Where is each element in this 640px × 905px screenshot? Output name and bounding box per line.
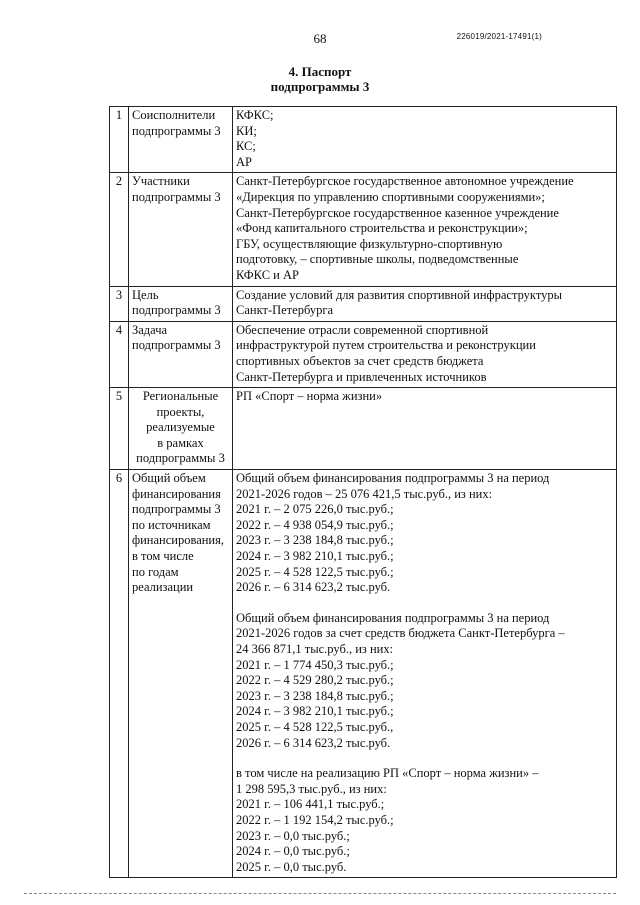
text-line: 2026 г. – 6 314 623,2 тыс.руб. xyxy=(236,735,391,750)
text-line: 2022 г. – 4 529 280,2 тыс.руб.; xyxy=(236,673,394,688)
text-line: 2025 г. – 4 528 122,5 тыс.руб.; xyxy=(236,564,394,579)
paragraph-gap xyxy=(236,596,613,611)
text-line: Общий объем xyxy=(132,471,206,486)
row-number: 2 xyxy=(110,173,129,286)
text-line: финансирования xyxy=(132,486,221,501)
text-line: в рамках xyxy=(157,435,204,450)
text-line: в том числе на реализацию РП «Спорт – норма жизни» – xyxy=(236,766,539,781)
text-line: 2021 г. – 106 441,1 тыс.руб.; xyxy=(236,797,385,812)
text-line: 2023 г. – 0,0 тыс.руб.; xyxy=(236,828,350,843)
text-line: Региональные xyxy=(142,389,219,404)
text-line: Цель xyxy=(132,287,159,302)
text-line: 2022 г. – 1 192 154,2 тыс.руб.; xyxy=(236,812,394,827)
text-line: по источникам xyxy=(132,517,211,532)
text-line: 2021 г. – 1 774 450,3 тыс.руб.; xyxy=(236,657,394,672)
text-line: подпрограммы 3 xyxy=(132,189,221,204)
text-line: «Дирекция по управлению спортивными сооружениями»; xyxy=(236,189,545,204)
financing-project-block xyxy=(236,766,613,875)
text-line: 2021 г. – 2 075 226,0 тыс.руб.; xyxy=(236,502,394,517)
text-line: 2025 г. – 0,0 тыс.руб. xyxy=(236,859,347,874)
text-line: подпрограммы 3 xyxy=(132,303,221,318)
text-line: 2021-2026 годов за счет средств бюджета Санкт-Петербурга – xyxy=(236,626,565,641)
table-row xyxy=(110,286,617,321)
row-value xyxy=(233,321,617,387)
row-number: 5 xyxy=(110,388,129,470)
text-line: финансирования, xyxy=(132,533,224,548)
row-number: 6 xyxy=(110,470,129,878)
row-label xyxy=(129,388,233,470)
text-line: подпрограммы 3 xyxy=(132,338,221,353)
financing-total-block xyxy=(236,471,613,596)
document-code: 226019/2021-17491(1) xyxy=(456,32,542,41)
text-line: Задача xyxy=(132,322,168,337)
text-line: инфраструктурой путем строительства и реконструкции xyxy=(236,338,536,353)
footer-divider xyxy=(24,893,616,894)
text-line: подпрограммы 3 xyxy=(136,451,225,466)
table-row xyxy=(110,107,617,173)
text-line: 24 366 871,1 тыс.руб., из них: xyxy=(236,642,394,656)
row-value xyxy=(233,107,617,173)
row-label xyxy=(129,173,233,286)
text-line: по годам xyxy=(132,564,179,579)
section-title xyxy=(0,64,640,94)
text-line: 2024 г. – 0,0 тыс.руб.; xyxy=(236,844,350,859)
row-value xyxy=(233,470,617,878)
row-value xyxy=(233,173,617,286)
text-line: 2023 г. – 3 238 184,8 тыс.руб.; xyxy=(236,533,394,548)
title-line: 4. Паспорт xyxy=(288,64,352,79)
row-number: 3 xyxy=(110,286,129,321)
table-row xyxy=(110,321,617,387)
text-line: 2022 г. – 4 938 054,9 тыс.руб.; xyxy=(236,517,394,532)
text-line: 2024 г. – 3 982 210,1 тыс.руб.; xyxy=(236,704,394,719)
text-line: КФКС; xyxy=(236,108,274,122)
row-number: 1 xyxy=(110,107,129,173)
text-line: РП «Спорт – норма жизни» xyxy=(236,389,383,404)
text-line: 1 298 595,3 тыс.руб., из них: xyxy=(236,781,387,796)
table-row xyxy=(110,388,617,470)
text-line: Общий объем финансирования подпрограммы 3 на период xyxy=(236,471,550,486)
text-line: подпрограммы 3 xyxy=(132,123,221,138)
paragraph-gap xyxy=(236,751,613,766)
text-line: подпрограммы 3 xyxy=(132,502,221,517)
text-line: КС; xyxy=(236,139,256,154)
row-label xyxy=(129,107,233,173)
table-row xyxy=(110,173,617,286)
text-line: «Фонд капитального строительства и реконструкции»; xyxy=(236,221,528,236)
passport-table xyxy=(109,106,617,878)
row-label xyxy=(129,470,233,878)
text-line: Санкт-Петербурга и привлеченных источников xyxy=(236,369,487,384)
text-line: реализуемые xyxy=(146,420,215,435)
row-label xyxy=(129,286,233,321)
text-line: Соисполнители xyxy=(132,108,216,122)
text-line: 2025 г. – 4 528 122,5 тыс.руб., xyxy=(236,719,394,734)
text-line: Санкт-Петербургское государственное казенное учреждение xyxy=(236,205,559,220)
text-line: подготовку, – спортивные школы, подведомственные xyxy=(236,252,519,267)
text-line: 2026 г. – 6 314 623,2 тыс.руб. xyxy=(236,580,391,595)
text-line: АР xyxy=(236,154,252,169)
table-row xyxy=(110,470,617,878)
text-line: в том числе xyxy=(132,549,194,564)
title-line: подпрограммы 3 xyxy=(270,79,370,94)
row-number: 4 xyxy=(110,321,129,387)
text-line: Создание условий для развития спортивной инфраструктуры xyxy=(236,287,563,302)
text-line: КИ; xyxy=(236,123,257,138)
text-line: ГБУ, осуществляющие физкультурно-спортивную xyxy=(236,236,503,251)
text-line: спортивных объектов за счет средств бюджета xyxy=(236,353,484,368)
text-line: Обеспечение отрасли современной спортивной xyxy=(236,322,489,337)
text-line: Санкт-Петербургское государственное автономное учреждение xyxy=(236,174,574,189)
page-number: 68 xyxy=(313,31,327,46)
text-line: проекты, xyxy=(156,404,205,419)
row-value xyxy=(233,286,617,321)
text-line: 2021-2026 годов – 25 076 421,5 тыс.руб., из них: xyxy=(236,486,493,501)
financing-budget-block xyxy=(236,611,613,751)
text-line: Общий объем финансирования подпрограммы 3 на период xyxy=(236,610,550,625)
text-line: 2023 г. – 3 238 184,8 тыс.руб.; xyxy=(236,688,394,703)
row-value xyxy=(233,388,617,470)
text-line: Санкт-Петербурга xyxy=(236,303,334,318)
text-line: Участники xyxy=(132,174,190,189)
text-line: 2024 г. – 3 982 210,1 тыс.руб.; xyxy=(236,549,394,564)
text-line: реализации xyxy=(132,580,194,595)
text-line: КФКС и АР xyxy=(236,267,299,282)
row-label xyxy=(129,321,233,387)
